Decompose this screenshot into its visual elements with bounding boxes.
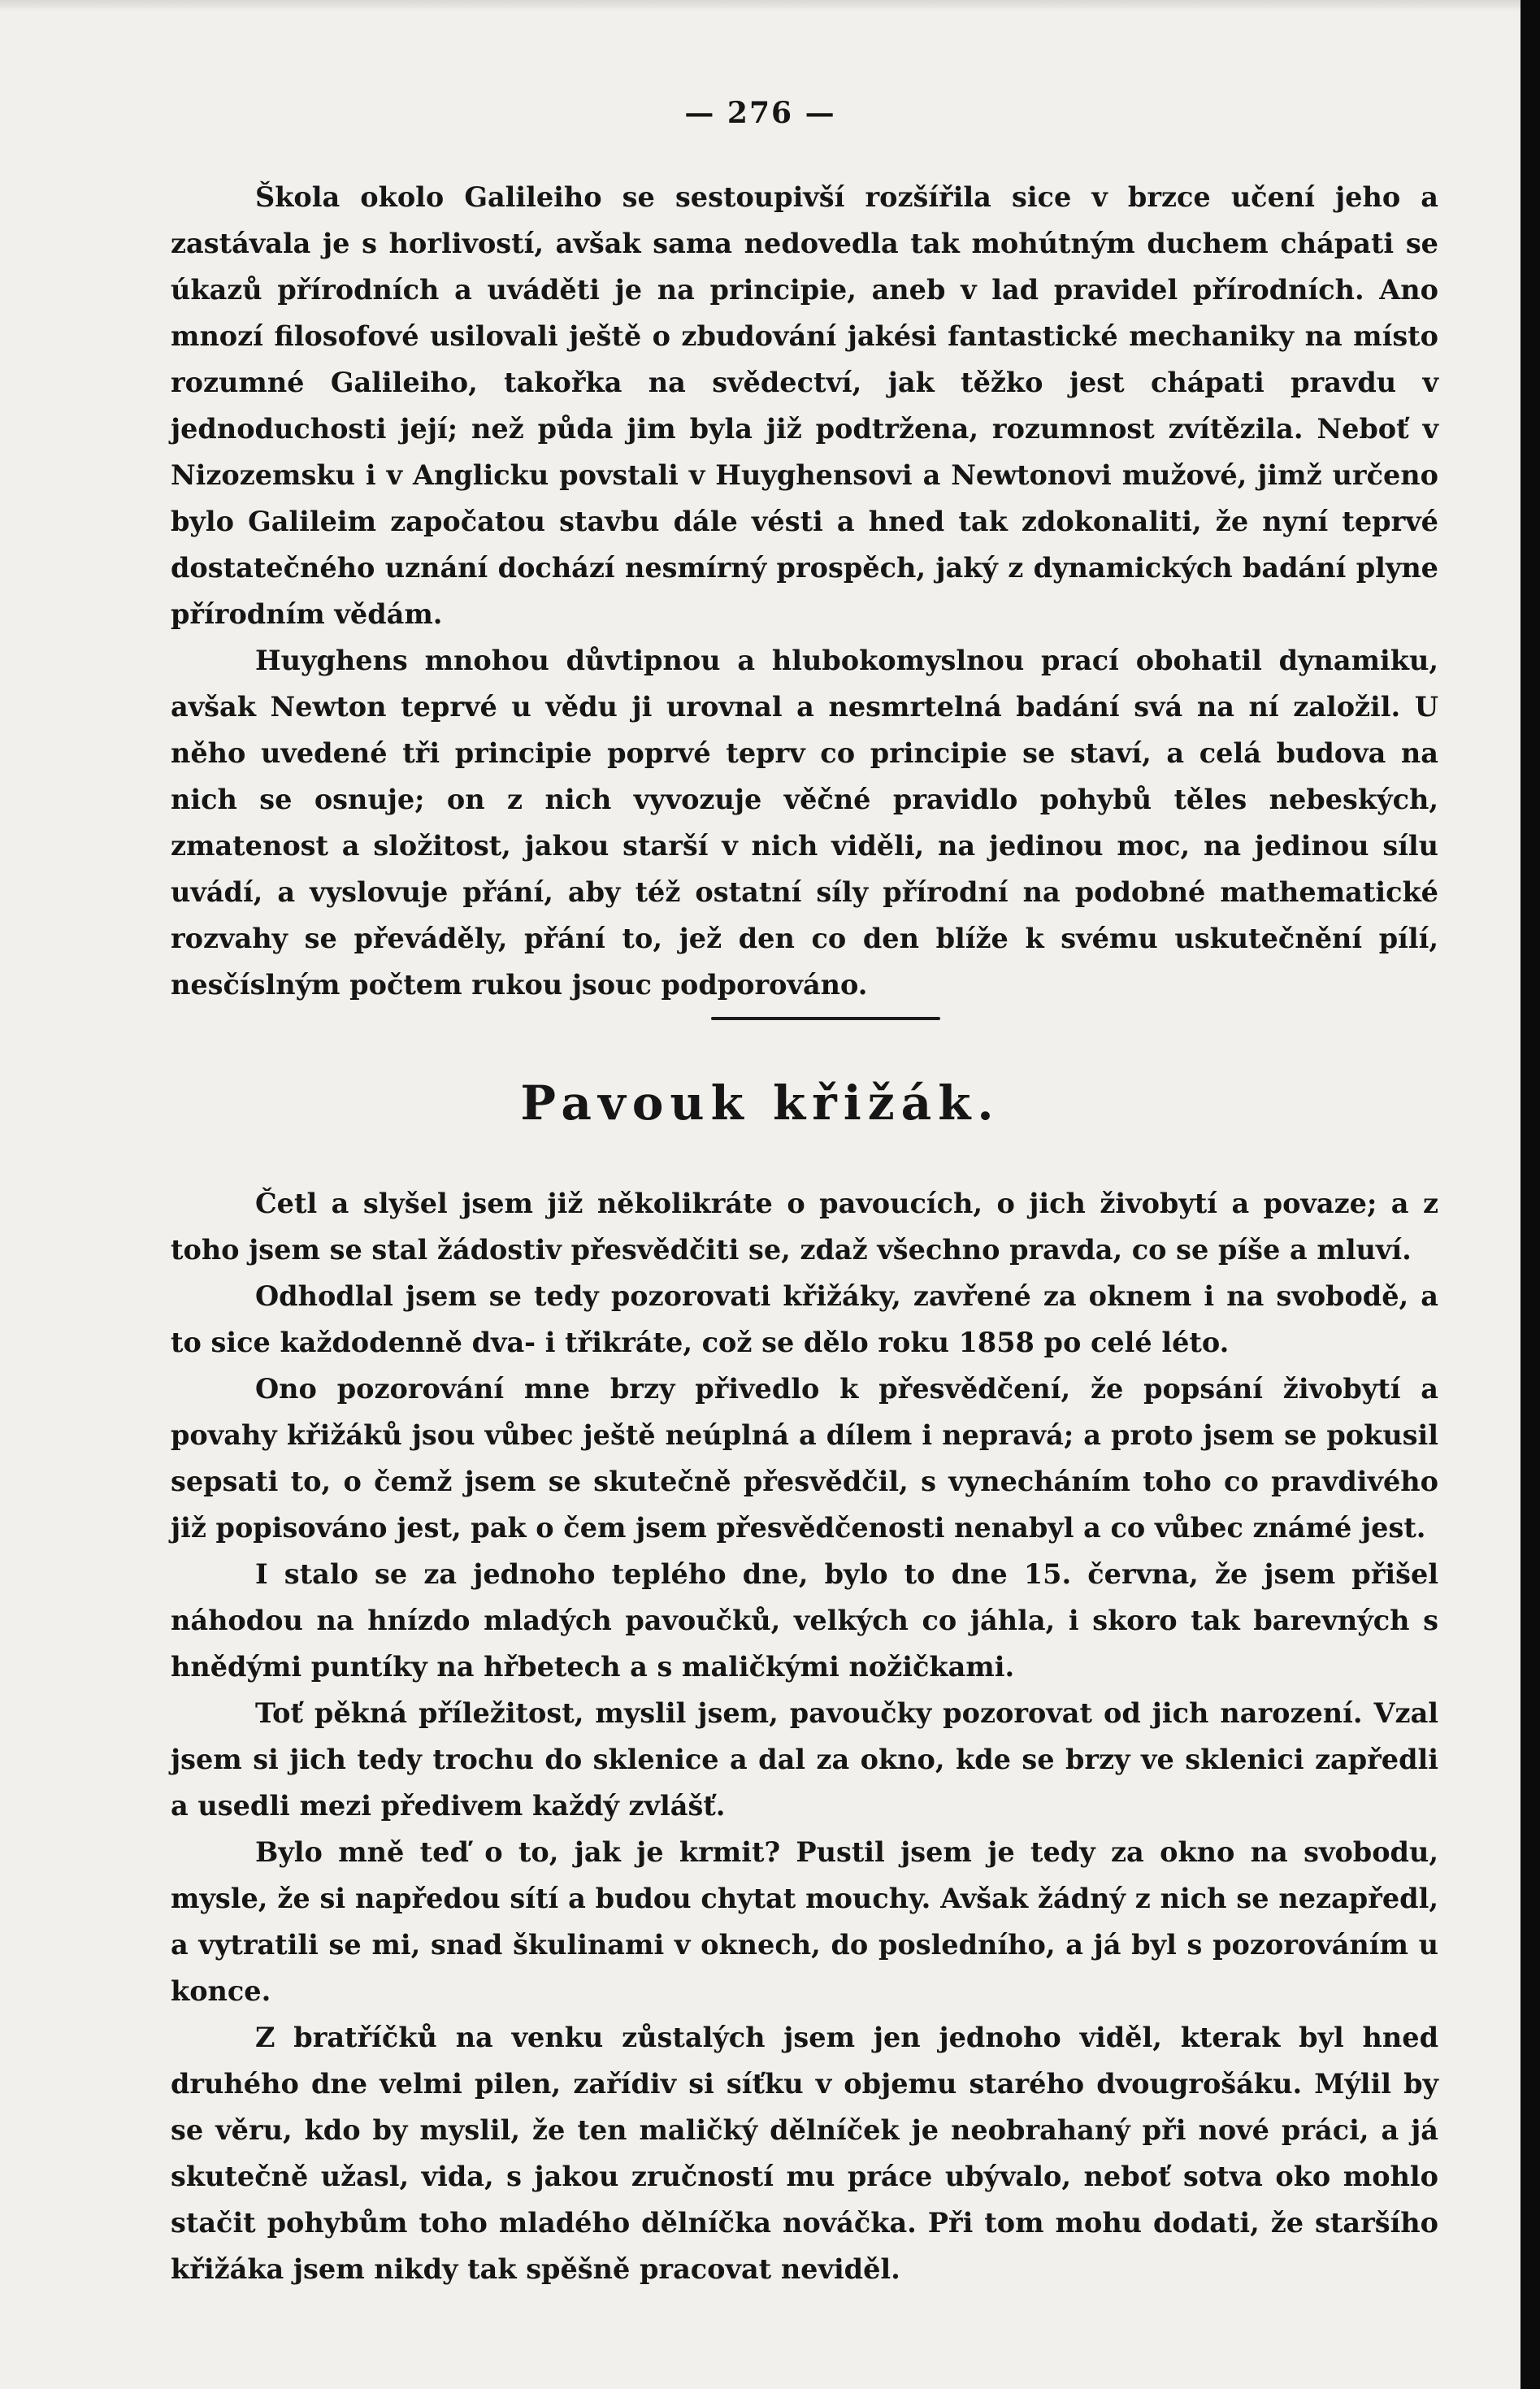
paragraph: Huyghens mnohou důvtipnou a hlubokomyslnou prací obohatil dynamiku, avšak Newton teprvé u vědu ji urovnal a nesmrtelná badání svá na ní založil. U něho uvedené tři principie poprvé teprv co principie se staví, a celá budova na nich se osnuje; on z nich vyvozuje věčné pravidlo pohybů těles nebeských, zmatenost a složitost, jakou starší v nich viděli, na jedinou moc, na jedinou sílu uvádí, a vyslovuje přání, aby též ostatní síly přírodní na podobné mathematické rozvahy se převáděly, přání to, jež den co den blíže k svému uskutečnění pílí, nesčíslným počtem rukou jsouc podporováno.	[171, 645, 1438, 1001]
paragraph: Toť pěkná příležitost, myslil jsem, pavoučky pozorovat od jich narození. Vzal jsem si jich tedy trochu do sklenice a dal za okno, kde se brzy ve sklenici zapředli a usedli mezi předivem každý zvlášť.	[171, 1697, 1438, 1822]
scan-edge	[1520, 0, 1540, 2389]
paragraph: Škola okolo Galileiho se sestoupivší rozšířila sice v brzce učení jeho a zastávala je s horlivostí, avšak sama nedovedla tak mohútným duchem chápati se úkazů přírodních a uváděti je na principie, aneb v lad pravidel přírodních. Ano mnozí filosofové usilovali ještě o zbudování jakési fantastické mechaniky na místo rozumné Galileiho, takořka na svědectví, jak těžko jest chápati pravdu v jednoduchosti její; než půda jim byla již podtržena, rozumnost zvítězila. Neboť v Nizozemsku i v Anglicku povstali v Huyghensovi a Newtonovi mužové, jimž určeno bylo Galileim započatou stavbu dále vésti a hned tak zdokonaliti, že nyní teprvé dostatečného uznání dochází nesmírný prospěch, jaký z dynamických badání plyne přírodním vědám.	[171, 181, 1438, 630]
paragraph: Z bratříčků na venku zůstalých jsem jen jednoho viděl, kterak byl hned druhého dne velmi pilen, zařídiv si síťku v objemu starého dvougrošáku. Mýlil by se věru, kdo by myslil, že ten maličký dělníček je neobrahaný při nové práci, a já skutečně užasl, vida, s jakou zručností mu práce ubývalo, neboť sotva oko mohlo stačit pohybům toho mladého dělníčka nováčka. Při tom mohu dodati, že staršího křižáka jsem nikdy tak spěšně pracovat neviděl.	[171, 2022, 1438, 2285]
paragraph: Ono pozorování mne brzy přivedlo k přesvědčení, že popsání živobytí a povahy křižáků jsou vůbec ještě neúplná a dílem i nepravá; a proto jsem se pokusil sepsati to, o čemž jsem se skutečně přesvědčil, s vynecháním toho co pravdivého již popisováno jest, pak o čem jsem přesvědčenosti nenabyl a co vůbec známé jest.	[171, 1373, 1438, 1544]
section-pavouk	[171, 1180, 1438, 2292]
article-title: Pavouk křižák.	[520, 1075, 1000, 1131]
paragraph: Četl a slyšel jsem již několikráte o pavoucích, o jich živobytí a povaze; a z toho jsem se stal žádostiv přesvědčiti se, zdaž všechno pravda, co se píše a mluví.	[171, 1188, 1438, 1266]
paragraph: Odhodlal jsem se tedy pozorovati křižáky, zavřené za oknem i na svobodě, a to sice každodenně dva- i třikráte, což se dělo roku 1858 po celé léto.	[171, 1280, 1438, 1358]
page-number: — 276 —	[684, 96, 836, 130]
page-top-shadow	[0, 0, 1540, 11]
paragraph: I stalo se za jednoho teplého dne, bylo to dne 15. června, že jsem přišel náhodou na hnízdo mladých pavoučků, velkých co jáhla, i skoro tak barevných s hnědými puntíky na hřbetech a s maličkými nožičkami.	[171, 1558, 1438, 1683]
section-divider	[711, 1017, 940, 1020]
paragraph: Bylo mně teď o to, jak je krmit? Pustil jsem je tedy za okno na svobodu, mysle, že si napředou sítí a budou chytat mouchy. Avšak žádný z nich se nezapředl, a vytratili se mi, snad škulinami v oknech, do posledního, a já byl s pozorováním u konce.	[171, 1836, 1438, 2007]
section-galileo	[171, 174, 1438, 1008]
